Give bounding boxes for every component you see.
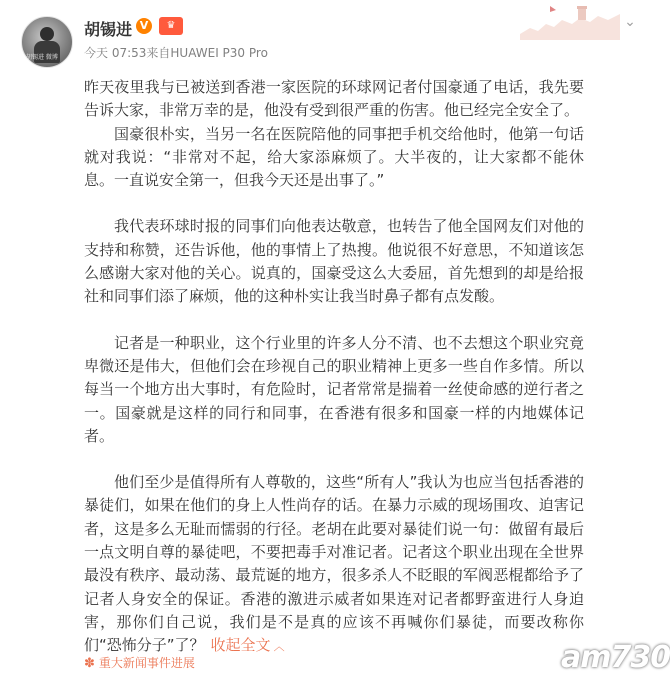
verified-badge-icon: V [136,18,152,34]
post-paragraph-2: 国豪很朴实，当另一名在医院陪他的同事把手机交给他时，他第一句话就对我说：“非常对不起，给大家添麻烦了。大半夜的，让大家都不能休息。一直说安全第一，但我今天还是出事了。” [84,124,584,190]
topic-link[interactable] [84,654,195,671]
post-paragraph-1: 昨天夜里我与已被送到香港一家医院的环球网记者付国豪通了电话，我先要告诉大家，非常万幸的是，他没有受到很严重的伤害。他已经完全安全了。 [84,78,584,120]
post-paragraph-5 [84,471,584,658]
avatar[interactable] [21,16,73,68]
topic-flower-icon: ✽ [84,656,95,671]
post-paragraph-4: 记者是一种职业，这个行业里的许多人分不清、也不去想这个职业究竟卑微还是伟大，但他们会在珍视自己的职业精神上更多一些自作多情。所以每当一个地方出大事时，有危险时，记者常常是揣着一丝使命感的逆行者之一。国豪就是这样的同行和同事，在香港有很多和国豪一样的内地媒体记者。 [84,333,584,445]
watermark: am730 [561,640,670,675]
paragraph-spacer [84,309,584,332]
username[interactable]: 胡锡进 [84,20,133,39]
topic-label[interactable]: 重大新闻事件进展 [98,656,195,670]
avatar-caption: 胡锡进 微博 [26,54,58,61]
paragraph-spacer [84,448,584,471]
post-meta: 今天 07:53来自HUAWEI P30 Pro [84,46,268,60]
chevron-down-icon[interactable]: ⌄ [624,14,636,30]
avatar-head-shape [40,27,54,41]
vip-crown-icon[interactable]: ♛ [159,17,183,35]
collapse-label[interactable]: 收起全文 [210,636,271,655]
great-wall-banner-icon [520,0,620,40]
post-paragraph-5-text: 他们至少是值得所有人尊敬的，这些“所有人”我认为也应当包括香港的暴徒们，如果在他们的身上人性尚存的话。在暴力示威的现场围攻、迫害记者，这是多么无耻而懦弱的行径。老胡在此要对暴徒们说一句：做留有最后一点文明自尊的暴徒吧，不要把毒手对准记者。记者这个职业出现在全世界最没有秩序、最动荡、最荒诞的地方，很多杀人不眨眼的军阀恶棍都给予了记者人身安全的保证。香港的激进示威者如果连对记者都野蛮进行人身迫害，那你们自己说，我们是不是真的应该不再喊你们暴徒，而要改称你们“恐怖分子”了？ [84,473,584,655]
post-paragraph-3: 我代表环球时报的同事们向他表达敬意，也转告了他全国网友们对他的支持和称赞，还告诉他，他的事情上了热搜。他说很不好意思，不知道该怎么感谢大家对他的关心。说真的，国豪受这么大委屈，首先想到的却是给报社和同事们添了麻烦，他的这种朴实让我当时鼻子都有点发酸。 [84,217,584,306]
collapse-full-text-link[interactable] [211,636,285,654]
paragraph-spacer [84,192,584,215]
post-header [0,0,656,60]
chevron-up-icon[interactable]: ︿ [273,640,285,654]
post-content [84,76,584,659]
